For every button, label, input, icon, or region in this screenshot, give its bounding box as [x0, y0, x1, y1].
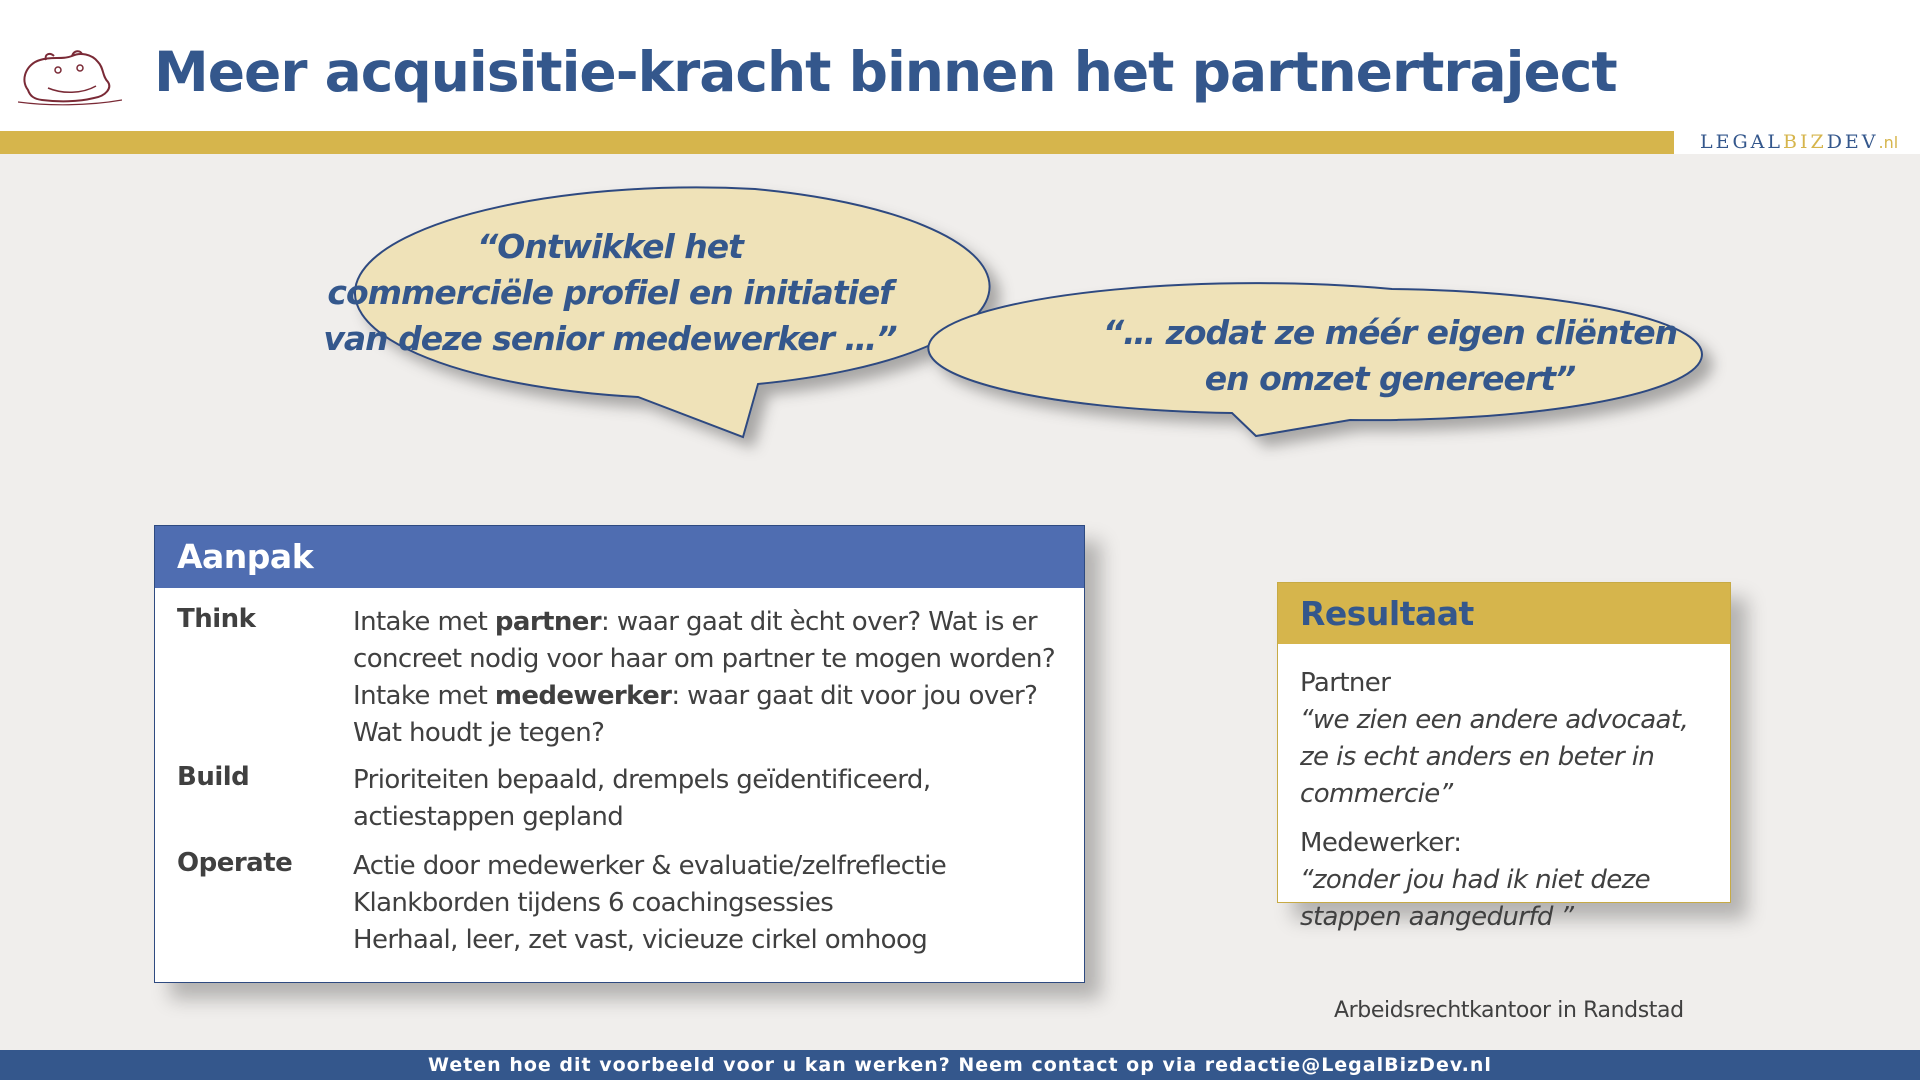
medewerker-label: Medewerker:: [1300, 828, 1462, 858]
case-note: Arbeidsrechtkantoor in Randstad: [1334, 998, 1684, 1023]
build-label: Build: [177, 762, 250, 792]
bold-span: partner: [494, 607, 602, 637]
medewerker-quote: “zonder jou had ik niet deze stappen aangedurfd ”: [1300, 865, 1651, 932]
quote-line: “Ontwikkel het: [477, 227, 743, 266]
operate-line: Actie door medewerker & evaluatie/zelfreflectie: [353, 851, 947, 881]
footer-contact: Weten hoe dit voorbeeld voor u kan werken? Neem contact op via redactie@LegalBizDev.nl: [0, 1050, 1920, 1080]
think-text: [353, 604, 1073, 752]
resultaat-body: [1300, 665, 1720, 936]
operate-line: Herhaal, leer, zet vast, vicieuze cirkel omhoog: [353, 925, 928, 955]
build-text: Prioriteiten bepaald, drempels geïdentificeerd, actiestappen gepland: [353, 765, 931, 832]
operate-text: [353, 848, 1073, 959]
resultaat-title: Resultaat: [1278, 583, 1730, 644]
brand-part: DEV: [1826, 131, 1879, 153]
operate-line: Klankborden tijdens 6 coachingsessies: [353, 888, 834, 918]
page-title: Meer acquisitie-kracht binnen het partnertraject: [154, 40, 1617, 104]
think-label: Think: [177, 604, 256, 634]
partner-quote: “we zien een andere advocaat, ze is echt anders en beter in commercie”: [1300, 705, 1689, 809]
resultaat-card: [1277, 582, 1731, 932]
text-span: Intake met: [353, 607, 495, 637]
quote-line: van deze senior medewerker …”: [323, 319, 897, 358]
bold-span: medewerker: [494, 681, 672, 711]
quote-right: [1090, 310, 1690, 402]
quote-left: [320, 224, 900, 362]
aanpak-title: Aanpak: [155, 526, 1084, 588]
text-span: : waar gaat dit ècht over? Wat is er concreet nodig voor haar om partner te mogen worden?: [353, 607, 1056, 674]
brand-part: LEGAL: [1700, 131, 1784, 153]
aanpak-card: [154, 525, 1085, 983]
partner-label: Partner: [1300, 668, 1391, 698]
text-span: Intake met: [353, 681, 495, 711]
quote-line: “… zodat ze méér eigen cliënten: [1102, 313, 1678, 352]
operate-label: Operate: [177, 848, 293, 878]
quote-line: commerciële profiel en initiatief: [327, 273, 893, 312]
brand-part: .nl: [1878, 133, 1899, 152]
brand-part: BIZ: [1783, 131, 1827, 153]
quote-line: en omzet genereert”: [1204, 359, 1576, 398]
text-span: : waar gaat dit voor jou over? Wat houdt je tegen?: [353, 681, 1038, 748]
think-line-1: [353, 604, 1073, 678]
think-line-2: [353, 678, 1073, 752]
